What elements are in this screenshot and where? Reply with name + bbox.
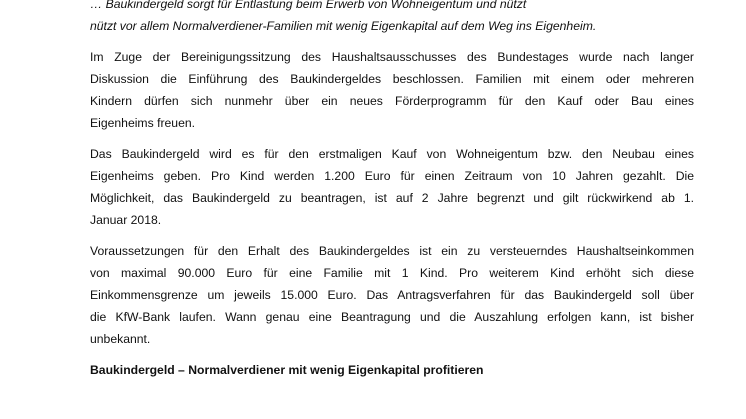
text-line: Januar 2018. [90,213,162,227]
text-line: Das Baukindergeld wird es für den erstmaligen Kauf von Wohneigentum bzw. den Neubau eines [90,147,694,161]
text-line: die KfW-Bank laufen. Wann genau eine Beantragung und die Auszahlung erfolgen kann, ist bisher [90,310,694,324]
intro-text [90,0,694,37]
paragraph-3 [90,240,694,350]
text-line: Möglichkeit, das Baukindergeld zu beantragen, ist auf 2 Jahre begrenzt und gilt rückwirkend ab 1. [90,191,694,205]
text-line: Kindern dürfen sich nunmehr über ein neues Förderprogramm für den Kauf oder Bau eines [90,94,694,108]
text-line: unbekannt. [90,332,151,346]
text-line: Diskussion die Einführung des Baukindergeldes beschlossen. Familien mit einem oder mehreren [90,72,694,86]
paragraph-2 [90,143,694,231]
text-line: Einkommensgrenze um jeweils 15.000 Euro. Das Antragsverfahren für das Baukindergeld soll über [90,288,694,302]
document-body [90,0,694,390]
text-line: Im Zuge der Bereinigungssitzung des Haushaltsausschusses des Bundestages wurde nach langer [90,50,694,64]
text-line: Eigenheims freuen. [90,116,196,130]
section-heading: Baukindergeld – Normalverdiener mit wenig Eigenkapital profitieren [90,363,484,377]
text-line: Voraussetzungen für den Erhalt des Baukindergeldes ist ein zu versteuerndes Haushaltseinkommen [90,244,694,258]
text-line: von maximal 90.000 Euro für eine Familie mit 1 Kind. Pro weiterem Kind erhöht sich diese [90,266,694,280]
intro-partial-line: … Baukindergeld sorgt für Entlastung beim Erwerb von Wohneigentum und nützt [90,0,527,11]
text-line: Eigenheims geben. Pro Kind werden 1.200 Euro für einen Zeitraum von 10 Jahren gezahlt. Die [90,169,694,183]
intro-line: nützt vor allem Normalverdiener-Familien mit wenig Eigenkapital auf dem Weg ins Eigenheim. [90,19,597,33]
paragraph-1 [90,46,694,134]
